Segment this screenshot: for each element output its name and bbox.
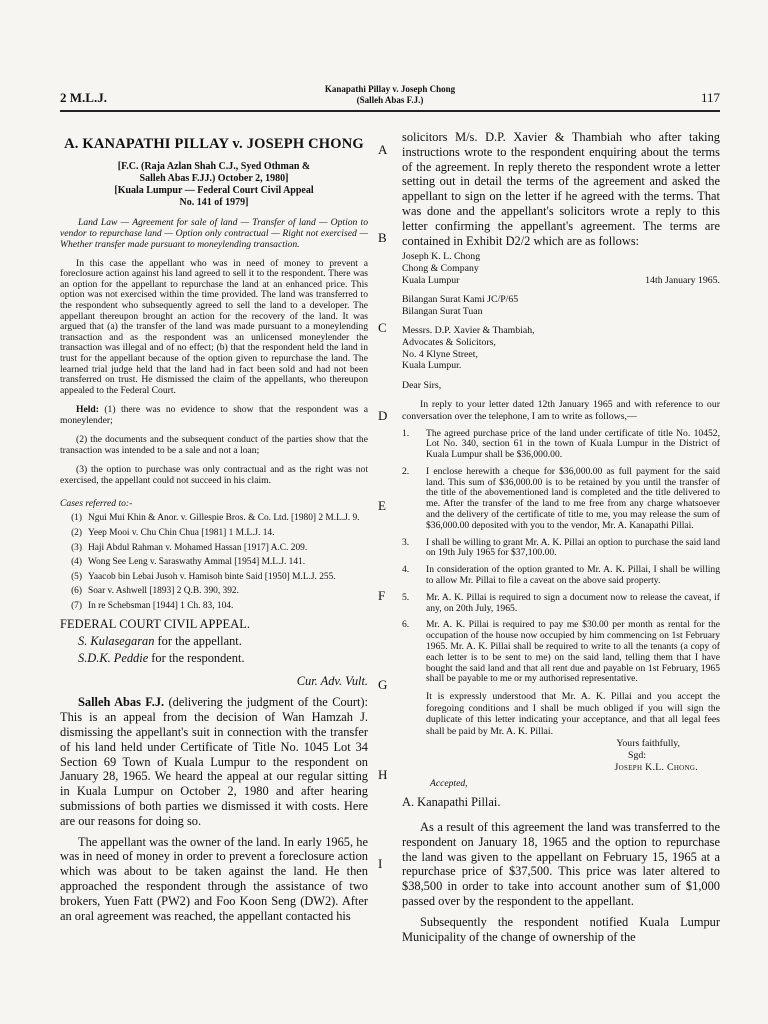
cur-adv-vult: Cur. Adv. Vult. xyxy=(296,674,368,689)
term-num: 1. xyxy=(402,427,410,439)
judgment-para-1 xyxy=(60,695,368,828)
case-item xyxy=(60,557,368,568)
letter-intro: In reply to your letter dated 12th January 1965 and with reference to our conversation over the telephone, I am to write as follows,— xyxy=(402,399,720,422)
coram-line: Salleh Abas F.JJ.) October 2, 1980] xyxy=(139,173,289,184)
case-num: (7) xyxy=(71,600,82,611)
judgment-para-2: The appellant was the owner of the land. In early 1965, he was in need of money in order to prevent a foreclosure action which was about to be taken against the land. He then approached the respondent through the assistance of two brokers, Yuen Fatt (PW2) and Foo Koon Seng (DW2). After an oral agreement was reached, the appellant contacted his xyxy=(60,834,368,923)
term-num: 6. xyxy=(402,619,410,631)
term-item xyxy=(402,538,720,560)
margin-letter-b: B xyxy=(378,230,387,245)
signatory: Joseph K.L. Chong. xyxy=(614,761,698,773)
judgment-para-cont: solicitors M/s. D.P. Xavier & Thambiah who after taking instructions wrote to the respondent enquiring about the terms of the agreement. In reply thereto the respondent wrote a letter setting out in detail the terms of the agreement and asked the appellant to sign on the letter if he agreed with the terms. That was done and the appellant's solicitors wrote a reply to this letter confirming the appellant's agreement. The terms are contained in Exhibit D2/2 which are as follows: xyxy=(402,130,720,248)
counsel-role: for the appellant. xyxy=(154,634,242,649)
margin-letter-g: G xyxy=(378,677,388,692)
term-text: Mr. A. K. Pillai is required to pay me $30.00 per month as rental for the occupation of the house now occupied by him commencing on 1st February 1965. Mr. A. K. Pillai shall be required to write to all the tenants (a copy of each letter is to be sent to me) on the said land, telling them that I have bought the said land and that all rent due and payable on 1st February, 1965 shall be payable to me or my authorised representative. xyxy=(426,619,720,685)
letter-date: 14th January 1965. xyxy=(645,274,720,286)
counsel-appellant xyxy=(60,634,368,649)
journal-citation: 2 M.L.J. xyxy=(60,90,107,105)
counsel-respondent xyxy=(60,651,368,666)
held-1 xyxy=(60,404,368,426)
exhibit-letter xyxy=(402,251,720,789)
coram xyxy=(60,161,368,209)
letter-from: Kuala Lumpur xyxy=(402,274,460,286)
case-text: Haji Abdul Rahman v. Mohamed Hassan [1917] A.C. 209. xyxy=(88,542,308,553)
margin-letter-a: A xyxy=(378,142,388,157)
accepted-label: Accepted, xyxy=(430,777,468,789)
running-head xyxy=(270,84,510,106)
term-text: The agreed purchase price of the land under certificate of title No. 10452, Lot No. 340, section 61 in the town of Kuala Lumpur in the District of Kuala Lumpur shall be $36,000.00. xyxy=(426,427,720,461)
judgment-para-4: Subsequently the respondent notified Kuala Lumpur Municipality of the change of ownership of the xyxy=(402,914,720,944)
letter-terms xyxy=(402,429,720,686)
term-text: I shall be willing to grant Mr. A. K. Pillai an option to purchase the said land on 19th July 1965 for $37,100.00. xyxy=(426,536,720,559)
term-item xyxy=(402,565,720,587)
yours-faithfully: Yours faithfully, xyxy=(616,737,680,749)
court-line: No. 141 of 1979] xyxy=(179,197,249,208)
case-text: In re Schebsman [1944] 1 Ch. 83, 104. xyxy=(88,600,234,611)
case-text: Yaacob bin Lebai Jusoh v. Hamisoh binte Said [1950] M.L.J. 255. xyxy=(88,571,336,582)
case-num: (3) xyxy=(71,542,82,553)
case-num: (5) xyxy=(71,571,82,582)
term-item xyxy=(402,620,720,685)
letter-to: Advocates & Solicitors, xyxy=(402,336,496,348)
case-item xyxy=(60,601,368,612)
term-num: 3. xyxy=(402,536,410,548)
left-column xyxy=(60,130,368,929)
margin-letter-d: D xyxy=(378,408,388,423)
case-text: Soar v. Ashwell [1893] 2 Q.B. 390, 392. xyxy=(88,586,239,597)
margin-letter-c: C xyxy=(378,320,387,335)
letter-to: Kuala Lumpur. xyxy=(402,360,462,372)
letter-from: Joseph K. L. Chong xyxy=(402,251,481,263)
margin-letter-e: E xyxy=(378,498,386,513)
case-item xyxy=(60,543,368,554)
case-num: (2) xyxy=(71,527,82,538)
counsel-name: S.D.K. Peddie xyxy=(78,651,149,666)
case-num: (6) xyxy=(71,586,82,597)
cases-label: Cases referred to:- xyxy=(60,498,133,510)
term-num: 4. xyxy=(402,564,410,576)
case-text: Yeep Mooi v. Chu Chin Chua [1981] 1 M.L.J. 14. xyxy=(88,527,275,538)
term-text: I enclose herewith a cheque for $36,000.00 as full payment for the said land. This sum of $36,000.00 is to be retained by you until the transfer of the title of the abovementioned land is completed and the title delivered to me. After the transfer of the land to me free from any charge whatsoever and the delivery of the certificate of title to me, you may release the sum of $36,000.00 deposited with you to the vendor, Mr. A. Kanapathi Pillai. xyxy=(426,465,720,531)
appeal-heading: FEDERAL COURT CIVIL APPEAL. xyxy=(60,617,251,632)
para-text: (delivering the judgment of the Court): This is an appeal from the decision of Wan Hamzah J. dismissing the appellant's suit in connection with the transfer of his land held under Certificate of Title No. 1045 Lot 34 Section 69 Town of Kuala Lumpur to the respondent on January 28, 1965. We heard the appeal at our regular sitting in Kuala Lumpur on October 2, 1980 and after hearing submissions of both parties we dismissed it with costs. Here are our reasons for doing so. xyxy=(60,695,368,828)
case-title: A. KANAPATHI PILLAY v. JOSEPH CHONG xyxy=(64,136,364,152)
judge-name: Salleh Abas F.J. xyxy=(78,695,165,710)
sgd: Sgd: xyxy=(628,749,646,761)
running-head-case: Kanapathi Pillay v. Joseph Chong xyxy=(324,84,456,94)
margin-letter-i: I xyxy=(378,856,383,871)
cases-list xyxy=(60,513,368,611)
letter-ref: Bilangan Surat Kami JC/P/65 xyxy=(402,294,519,306)
right-column xyxy=(402,130,720,950)
letter-to: No. 4 Klyne Street, xyxy=(402,348,478,360)
letter-understood: It is expressly understood that Mr. A. K. Pillai and you accept the foregoing conditions and I shall be much obliged if you will sign the duplicate of this letter indicating your acceptance, and that all legal fees shall be paid by Mr. A. K. Pillai. xyxy=(426,691,720,738)
case-item xyxy=(60,513,368,524)
letter-salutation: Dear Sirs, xyxy=(402,379,442,391)
letter-closing xyxy=(402,738,720,774)
case-num: (4) xyxy=(71,557,82,568)
counsel-role: for the respondent. xyxy=(148,651,245,666)
header-rule xyxy=(60,110,720,112)
acceptor-name: A. Kanapathi Pillai. xyxy=(402,795,501,810)
held-2: (2) the documents and the subsequent conduct of the parties show that the transaction was intended to be a sale and not a loan; xyxy=(60,434,368,457)
page-number: 117 xyxy=(700,90,720,105)
case-item xyxy=(60,528,368,539)
letter-from-date-row xyxy=(402,275,720,287)
catchwords: Land Law — Agreement for sale of land — Transfer of land — Option to vendor to repurchase land — Option only contractual — Right not exercised — Whether transfer made pursuant to moneylending transaction. xyxy=(60,217,368,251)
margin-letter-f: F xyxy=(378,588,386,603)
court-line: [Kuala Lumpur — Federal Court Civil Appeal xyxy=(114,185,314,196)
case-num: (1) xyxy=(71,513,82,524)
letter-from: Chong & Company xyxy=(402,262,479,274)
term-num: 5. xyxy=(402,591,410,603)
letter-to: Messrs. D.P. Xavier & Thambiah, xyxy=(402,325,535,337)
held-label: Held: xyxy=(76,404,99,416)
held-3: (3) the option to purchase was only contractual and as the right was not exercised, the appellant could not succeed in his claim. xyxy=(60,464,368,487)
case-text: Wong See Leng v. Saraswathy Ammal [1954] M.L.J. 141. xyxy=(88,557,306,568)
letter-ref: Bilangan Surat Tuan xyxy=(402,305,483,317)
margin-letter-h: H xyxy=(378,767,388,782)
headnote: In this case the appellant who was in need of money to prevent a foreclosure action against his land agreed to sell it to the respondent. There was an option for the appellant to repurchase the land at an enhanced price. This option was not exercised within the time provided. The land was transferred to the respondent who subsequently agreed to sell the land to a developer. The appellant thereupon brought an action for the recovery of the land. It was argued that (a) the transfer of the land was made pursuant to a moneylending transaction and as the respondent was an unlicensed moneylender the transaction was illegal and of no effect; (b) that the respondent held the land in trust for the appellant because of the option given to repurchase the land. The learned trial judge held that the land had in fact been sold and had not been transferred on trust. He dismissed the claim of the appellants, who thereupon appealed to the Federal Court. xyxy=(60,257,368,396)
term-text: Mr. A. K. Pillai is required to sign a document now to release the caveat, if any, on 20th July, 1965. xyxy=(426,591,720,614)
coram-line: [F.C. (Raja Azlan Shah C.J., Syed Othman & xyxy=(117,161,311,172)
judgment-para-3: As a result of this agreement the land was transferred to the respondent on January 18, 1965 and the option to repurchase the land was given to the appellant on February 15, 1965 at a repurchase price of $37,500. This price was later altered to $38,500 in order to take into account another sum of $1,000 passed over by the respondent to the appellant. xyxy=(402,820,720,908)
case-item xyxy=(60,572,368,583)
running-head-judge: (Salleh Abas F.J.) xyxy=(356,95,424,105)
term-text: In consideration of the option granted to Mr. A. K. Pillai, I shall be willing to allow Mr. Pillai to file a caveat on the above said property. xyxy=(426,564,720,587)
case-item xyxy=(60,586,368,597)
term-item xyxy=(402,429,720,461)
term-num: 2. xyxy=(402,465,410,477)
case-text: Ngui Mui Khin & Anor. v. Gillespie Bros. & Co. Ltd. [1980] 2 M.L.J. 9. xyxy=(88,513,360,524)
counsel-name: S. Kulasegaran xyxy=(78,634,155,649)
term-item xyxy=(402,467,720,532)
term-item xyxy=(402,593,720,615)
held-1-text: (1) there was no evidence to show that the respondent was a moneylender; xyxy=(60,404,368,427)
